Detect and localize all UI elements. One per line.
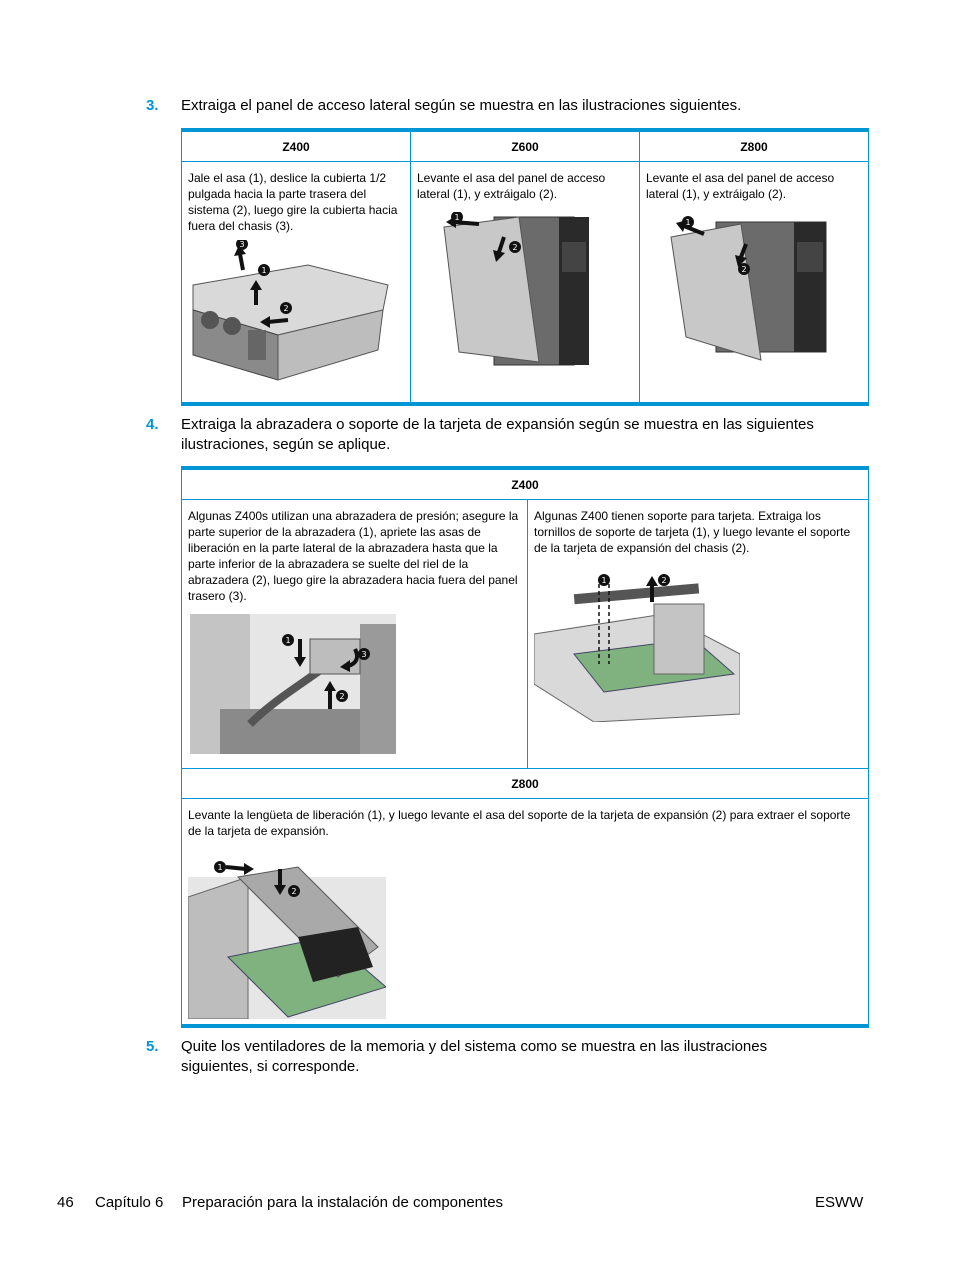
step-number: 4.: [146, 416, 159, 433]
instruction-text: Algunas Z400s utilizan una abrazadera de presión; asegure la parte superior de la abrazadera (1), apriete las asas de liberación en la parte lateral de la abrazadera hasta que la parte inferior de la abrazadera se suelte del riel de la abrazadera (2), luego gire la abrazadera hacia fuera del panel trasero (3).: [188, 509, 519, 603]
locale-code: ESWW: [815, 1194, 864, 1211]
expansion-card-table: [181, 466, 869, 1028]
instruction-text: Levante la lengüeta de liberación (1), y luego levante el asa del soporte de la tarjeta de expansión (2) para extraer el soporte de la tarjeta de expansión.: [188, 808, 851, 838]
svg-text:3: 3: [361, 650, 367, 659]
svg-text:1: 1: [601, 576, 607, 585]
cell-z400: [182, 162, 411, 404]
step-text-line-1: Extraiga la abrazadera o soporte de la tarjeta de expansión según se muestra en las siguientes: [181, 416, 814, 433]
z600-side-panel-illustration: [439, 212, 599, 372]
instruction-text: Algunas Z400 tienen soporte para tarjeta. Extraiga los tornillos de soporte de tarjeta (1), y luego levante el soporte de la tarjeta de expansión del chasis (2).: [534, 509, 851, 555]
page-number: 46: [57, 1194, 74, 1211]
step-text-line-1: Quite los ventiladores de la memoria y del sistema como se muestra en las ilustraciones: [181, 1038, 768, 1055]
header-z600: Z600: [411, 130, 640, 162]
step-text-line-2: ilustraciones, según se aplique.: [181, 436, 391, 453]
z800-side-panel-illustration: [666, 212, 831, 362]
cell-z600: [411, 162, 640, 404]
z400-clamp-illustration: [190, 614, 396, 754]
chapter-title: Preparación para la instalación de componentes: [182, 1194, 504, 1211]
chapter-label: Capítulo 6: [95, 1194, 164, 1211]
cell-z800: [640, 162, 869, 404]
step-5: [146, 1037, 866, 1077]
svg-text:1: 1: [217, 863, 223, 872]
instruction-text: Jale el asa (1), deslice la cubierta 1/2 pulgada hacia la parte trasera del sistema (2), luego gire la cubierta hacia fuera del chasis (3).: [188, 171, 398, 233]
svg-text:3: 3: [239, 240, 245, 249]
instruction-text: Levante el asa del panel de acceso lateral (1), y extráigalo (2).: [646, 171, 835, 201]
cell-z400-clamp: [182, 500, 528, 769]
instruction-text: Levante el asa del panel de acceso lateral (1), y extráigalo (2).: [417, 171, 606, 201]
svg-text:1: 1: [261, 266, 267, 275]
header-z400: Z400: [182, 130, 411, 162]
step-4: [146, 415, 866, 455]
svg-text:1: 1: [685, 218, 691, 227]
svg-text:1: 1: [285, 636, 291, 645]
svg-text:2: 2: [661, 576, 667, 585]
svg-text:2: 2: [283, 304, 289, 313]
cell-z800-support: [182, 799, 869, 1026]
step-number: 3.: [146, 97, 159, 114]
header-z800: Z800: [182, 769, 869, 799]
z400-side-panel-illustration: [188, 240, 398, 390]
header-z400: Z400: [182, 468, 869, 500]
step-text-line-2: siguientes, si corresponde.: [181, 1058, 360, 1075]
step-number: 5.: [146, 1038, 159, 1055]
z400-card-support-illustration: [534, 574, 740, 722]
header-z800: Z800: [640, 130, 869, 162]
z800-card-support-illustration: [188, 857, 386, 1019]
svg-text:2: 2: [291, 887, 297, 896]
cell-z400-support: [528, 500, 869, 769]
svg-text:2: 2: [339, 692, 345, 701]
side-panel-table: [181, 128, 869, 406]
svg-text:2: 2: [741, 265, 747, 274]
step-3: [146, 96, 866, 116]
step-text: Extraiga el panel de acceso lateral según se muestra en las ilustraciones siguientes.: [181, 97, 742, 114]
svg-text:1: 1: [454, 213, 460, 222]
svg-text:2: 2: [512, 243, 518, 252]
